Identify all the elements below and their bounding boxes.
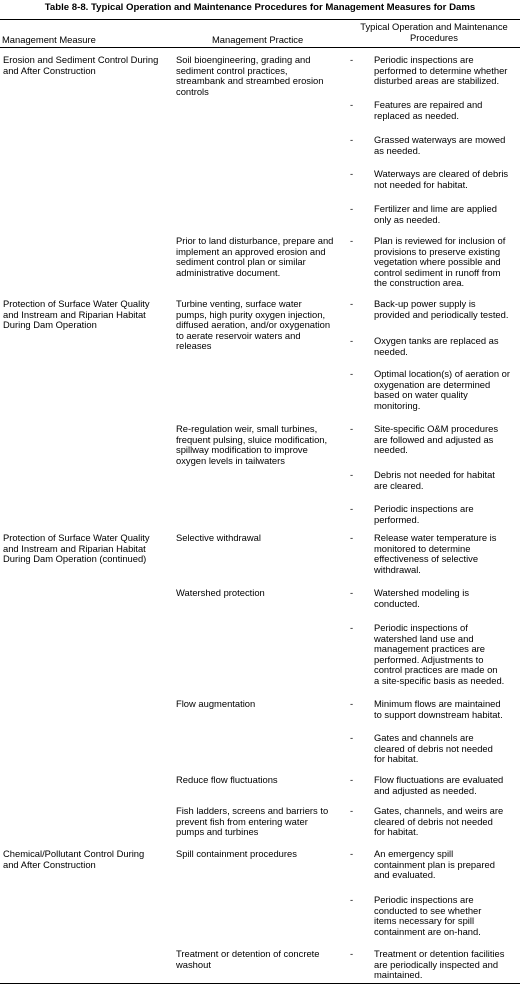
bullet-dash: - xyxy=(350,168,354,179)
procedure-item: Fertilizer and lime are applied only as needed. xyxy=(374,203,497,225)
bullet-dash: - xyxy=(350,423,354,434)
practice-cell: Turbine venting, surface water pumps, high purity oxygen injection, diffused aeration, and/or oxygenation to aerate reservoir waters and releases xyxy=(176,298,331,352)
bullet-dash: - xyxy=(350,134,354,145)
procedure-item: Periodic inspections are performed to determine whether disturbed areas are stabilized. xyxy=(374,54,508,87)
procedure-item: Release water temperature is monitored to determine effectiveness of selective withdrawal. xyxy=(374,532,497,575)
procedure-item: Minimum flows are maintained to support downstream habitat. xyxy=(374,698,503,720)
procedure-item: Grassed waterways are mowed as needed. xyxy=(374,134,506,156)
practice-cell: Selective withdrawal xyxy=(176,532,261,543)
bullet-dash: - xyxy=(350,203,354,214)
procedure-item: Site-specific O&M procedures are followed and adjusted as needed. xyxy=(374,423,499,456)
bullet-dash: - xyxy=(350,532,354,543)
bullet-dash: - xyxy=(350,99,354,110)
bullet-dash: - xyxy=(350,335,354,346)
bullet-dash: - xyxy=(350,503,354,514)
procedure-item: Watershed modeling is conducted. xyxy=(374,587,470,609)
practice-cell: Fish ladders, screens and barriers to prevent fish from entering water pumps and turbines xyxy=(176,805,329,838)
top-rule xyxy=(0,19,520,20)
table-title: Table 8-8. Typical Operation and Maintenance Procedures for Management Measures for Dams xyxy=(44,2,476,13)
bullet-dash: - xyxy=(350,805,354,816)
procedure-item: Periodic inspections of watershed land use and management practices are performed. Adjustments to control practices are made on a site-specific basis as needed. xyxy=(374,622,505,686)
header-management-measure: Management Measure xyxy=(2,34,96,45)
procedure-item: Periodic inspections are conducted to see whether items necessary for spill containment are on-hand. xyxy=(374,894,482,937)
bullet-dash: - xyxy=(350,948,354,959)
practice-cell: Spill containment procedures xyxy=(176,848,297,859)
bullet-dash: - xyxy=(350,698,354,709)
bullet-dash: - xyxy=(350,368,354,379)
bullet-dash: - xyxy=(350,848,354,859)
bullet-dash: - xyxy=(350,622,354,633)
procedure-item: An emergency spill containment plan is prepared and evaluated. xyxy=(374,848,495,881)
bullet-dash: - xyxy=(350,298,354,309)
practice-cell: Reduce flow fluctuations xyxy=(176,774,278,785)
procedure-item: Gates, channels, and weirs are cleared of debris not needed for habitat. xyxy=(374,805,504,838)
practice-cell: Soil bioengineering, grading and sediment control practices, streambank and streambed erosion controls xyxy=(176,54,324,97)
procedure-item: Plan is reviewed for inclusion of provisions to preserve existing vegetation where possible and control sediment in runoff from the construction area. xyxy=(374,235,506,289)
practice-cell: Treatment or detention of concrete washout xyxy=(176,948,320,970)
procedure-item: Waterways are cleared of debris not needed for habitat. xyxy=(374,168,509,190)
bullet-dash: - xyxy=(350,587,354,598)
procedure-item: Periodic inspections are performed. xyxy=(374,503,474,525)
procedure-item: Treatment or detention facilities are periodically inspected and maintained. xyxy=(374,948,505,981)
measure-cell: Chemical/Pollutant Control During and After Construction xyxy=(3,848,145,870)
bullet-dash: - xyxy=(350,235,354,246)
practice-cell: Re-regulation weir, small turbines, frequent pulsing, sluice modification, spillway modification to improve oxygen levels in tailwaters xyxy=(176,423,328,466)
bullet-dash: - xyxy=(350,732,354,743)
practice-cell: Flow augmentation xyxy=(176,698,256,709)
measure-cell: Erosion and Sediment Control During and After Construction xyxy=(3,54,159,76)
practice-cell: Prior to land disturbance, prepare and implement an approved erosion and sediment control plan or similar administrative document. xyxy=(176,235,334,278)
bullet-dash: - xyxy=(350,54,354,65)
procedure-item: Flow fluctuations are evaluated and adjusted as needed. xyxy=(374,774,504,796)
procedure-item: Features are repaired and replaced as needed. xyxy=(374,99,483,121)
procedure-item: Gates and channels are cleared of debris not needed for habitat. xyxy=(374,732,493,765)
header-procedures: Typical Operation and Maintenance Procedures xyxy=(360,21,508,43)
procedure-item: Optimal location(s) of aeration or oxygenation are determined based on water quality monitoring. xyxy=(374,368,510,411)
practice-cell: Watershed protection xyxy=(176,587,265,598)
header-rule xyxy=(0,47,520,48)
header-management-practice: Management Practice xyxy=(212,34,304,45)
measure-cell: Protection of Surface Water Quality and Instream and Riparian Habitat During Dam Operation (continued) xyxy=(3,532,150,565)
bottom-rule xyxy=(0,983,520,984)
bullet-dash: - xyxy=(350,894,354,905)
measure-cell: Protection of Surface Water Quality and Instream and Riparian Habitat During Dam Operation xyxy=(3,298,150,331)
bullet-dash: - xyxy=(350,469,354,480)
bullet-dash: - xyxy=(350,774,354,785)
procedure-item: Oxygen tanks are replaced as needed. xyxy=(374,335,499,357)
procedure-item: Debris not needed for habitat are cleared. xyxy=(374,469,495,491)
procedure-item: Back-up power supply is provided and periodically tested. xyxy=(374,298,509,320)
